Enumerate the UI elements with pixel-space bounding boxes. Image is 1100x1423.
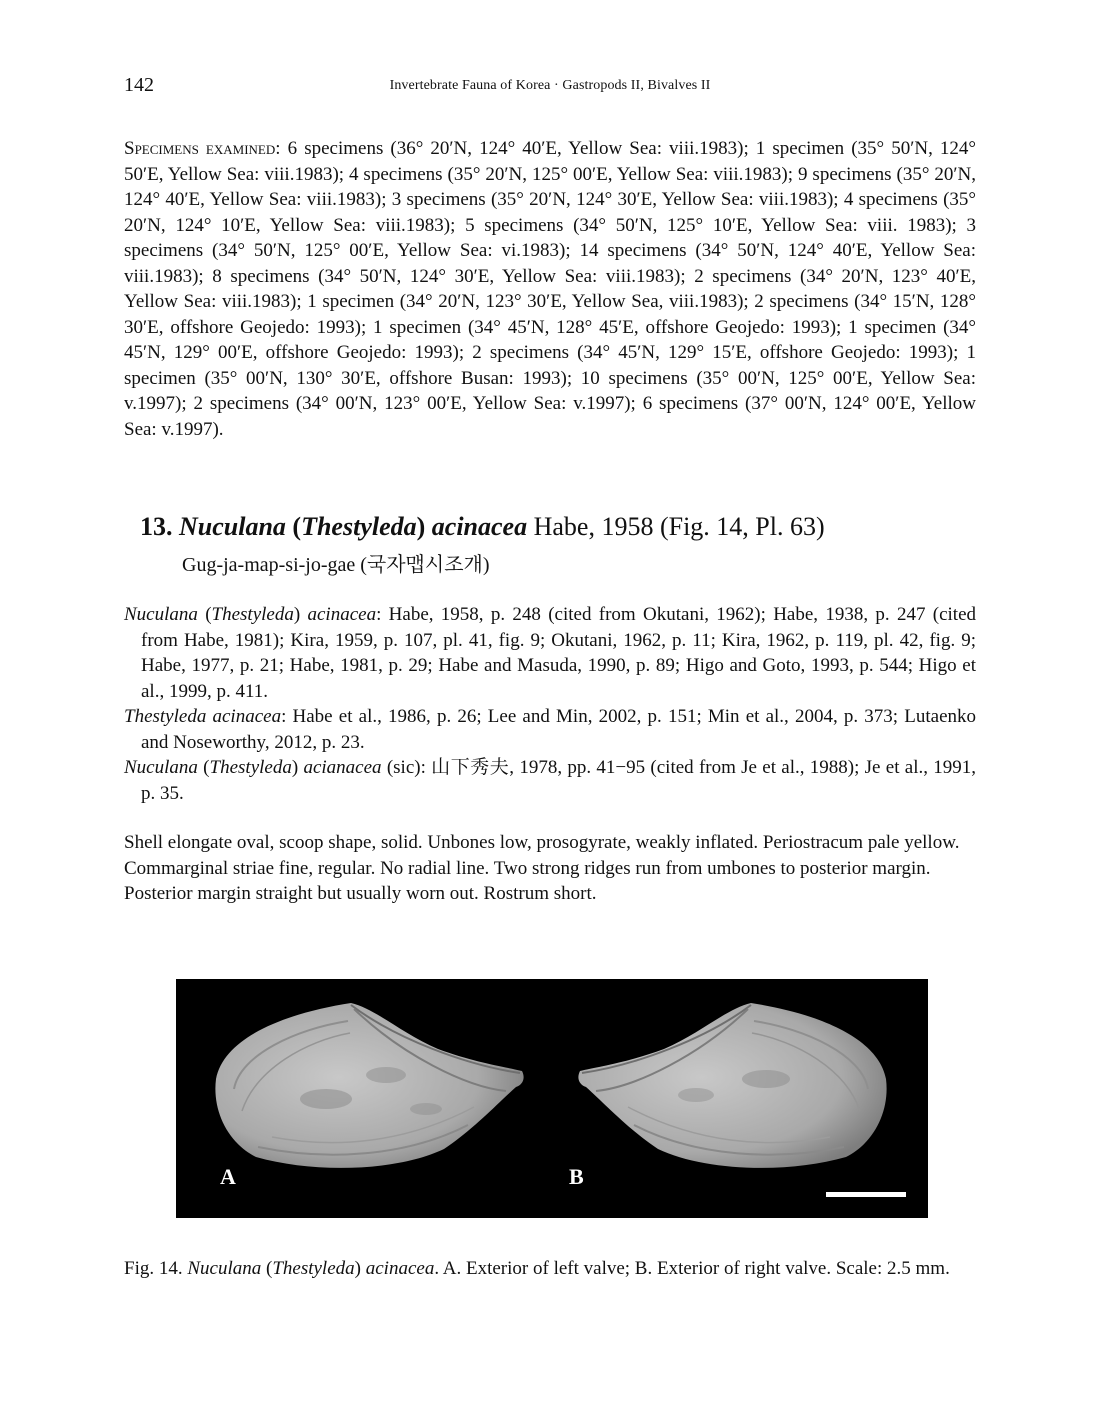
species-heading <box>140 512 825 542</box>
syn-punct: ( <box>197 604 212 625</box>
specimens-colon: : <box>275 138 281 159</box>
panel-label-a: A <box>220 1164 236 1189</box>
syn-name: Thestyleda <box>211 604 294 625</box>
syn-name: acianacea <box>303 757 382 778</box>
subgenus-close: ) <box>416 512 432 541</box>
caption-prefix: Fig. 14. <box>124 1258 188 1279</box>
caption-subgenus: Thestyleda <box>272 1258 355 1279</box>
syn-punct: ) <box>291 757 304 778</box>
caption-text: . A. Exterior of left valve; B. Exterior of right valve. Scale: 2.5 mm. <box>434 1258 950 1279</box>
scale-bar <box>826 1192 906 1197</box>
subgenus-open: ( <box>285 512 302 541</box>
synonymy-list <box>124 602 976 806</box>
species-authority: Habe, 1958 (Fig. 14, Pl. 63) <box>527 512 825 541</box>
synonymy-entry <box>124 602 976 704</box>
figure-14-panel <box>176 979 928 1218</box>
syn-name: acinacea <box>307 604 377 625</box>
caption-punct: ) <box>354 1258 366 1279</box>
syn-references: (sic): 山下秀夫, 1978, pp. 41−95 (cited from Je et al., 1988); Je et al., 1991, p. 35. <box>141 757 977 804</box>
syn-references: : Habe, 1958, p. 248 (cited from Okutani, 1962); Habe, 1938, p. 247 (cited from Habe, 1981); Kira, 1959, p. 107, pl. 41, fig. 9; Okutani, 1962, p. 11; Kira, 1962, p. 119, pl. 42, fig. 9; Habe, 1977, p. 21; Habe, 1981, p. 29; Habe and Masuda, 1990, p. 89; Higo and Goto, 1993, p. 544; Higo et al., 1999, p. 411. <box>141 604 977 702</box>
syn-punct: ( <box>197 757 210 778</box>
syn-name: Thestyleda <box>124 706 207 727</box>
specimens-label: Specimens examined <box>124 138 276 159</box>
syn-name: Thestyleda <box>209 757 292 778</box>
running-head: Invertebrate Fauna of Korea · Gastropods II, Bivalves II <box>389 78 711 93</box>
syn-name: Nuculana <box>124 604 198 625</box>
synonymy-entry <box>124 704 976 755</box>
panel-label-b: B <box>569 1164 584 1189</box>
species-epithet: acinacea <box>431 512 528 541</box>
left-valve-shell <box>215 1003 523 1168</box>
specimens-examined <box>124 136 976 442</box>
caption-epithet: acinacea <box>365 1258 435 1279</box>
species-genus: Nuculana <box>179 512 286 541</box>
species-description: Shell elongate oval, scoop shape, solid. Unbones low, prosogyrate, weakly inflated. Periostracum pale yellow. Commarginal striae fine, regular. No radial line. Two strong ridges run from umbones to posterior margin. Posterior margin straight but usually worn out. Rostrum short. <box>124 832 960 904</box>
page-number: 142 <box>124 74 154 96</box>
species-subgenus: Thestyleda <box>301 512 417 541</box>
synonymy-entry <box>124 755 976 806</box>
syn-name: Nuculana <box>124 757 198 778</box>
shell-photographs <box>176 979 928 1218</box>
species-number: 13. <box>140 512 173 541</box>
caption-genus: Nuculana <box>187 1258 262 1279</box>
figure-caption <box>124 1256 976 1282</box>
specimens-text: 6 specimens (36° 20′N, 124° 40′E, Yellow Sea: viii.1983); 1 specimen (35° 50′N, 124° 50′E, Yellow Sea: viii.1983); 4 specimens (35° 20′N, 125° 00′E, Yellow Sea: viii.1983); 9 specimens (35° 20′N, 124° 40′E, Yellow Sea: viii.1983); 3 specimens (35° 20′N, 124° 30′E, Yellow Sea: viii.1983); 4 specimens (35° 20′N, 124° 10′E, Yellow Sea: viii.1983); 5 specimens (34° 50′N, 125° 10′E, Yellow Sea: viii. 1983); 3 specimens (34° 50′N, 125° 00′E, Yellow Sea: vi.1983); 14 specimens (34° 50′N, 124° 40′E, Yellow Sea: viii.1983); 8 specimens (34° 50′N, 124° 30′E, Yellow Sea: viii.1983); 2 specimens (34° 20′N, 123° 40′E, Yellow Sea: viii.1983); 1 specimen (34° 20′N, 123° 30′E, Yellow Sea, viii.1983); 2 specimens (34° 15′N, 128° 30′E, offshore Geojedo: 1993); 1 specimen (34° 45′N, 128° 45′E, offshore Geojedo: 1993); 1 specimen (34° 45′N, 129° 00′E, offshore Geojedo: 1993); 2 specimens (34° 45′N, 129° 15′E, offshore Geojedo: 1993); 1 specimen (35° 00′N, 130° 30′E, offshore Busan: 1993); 10 specimens (35° 00′N, 125° 00′E, Yellow Sea: v.1997); 2 specimens (34° 00′N, 123° 00′E, Yellow Sea: v.1997); 6 specimens (37° 00′N, 124° 00′E, Yellow Sea: v.1997). <box>124 138 976 440</box>
caption-punct: ( <box>261 1258 273 1279</box>
common-name: Gug-ja-map-si-jo-gae (국자맵시조개) <box>182 554 490 576</box>
syn-name: acinacea <box>212 706 282 727</box>
syn-references: : Habe et al., 1986, p. 26; Lee and Min, 2002, p. 151; Min et al., 2004, p. 373; Lutaenko and Noseworthy, 2012, p. 23. <box>141 706 976 753</box>
right-valve-shell <box>578 1003 886 1168</box>
syn-punct: ) <box>293 604 308 625</box>
